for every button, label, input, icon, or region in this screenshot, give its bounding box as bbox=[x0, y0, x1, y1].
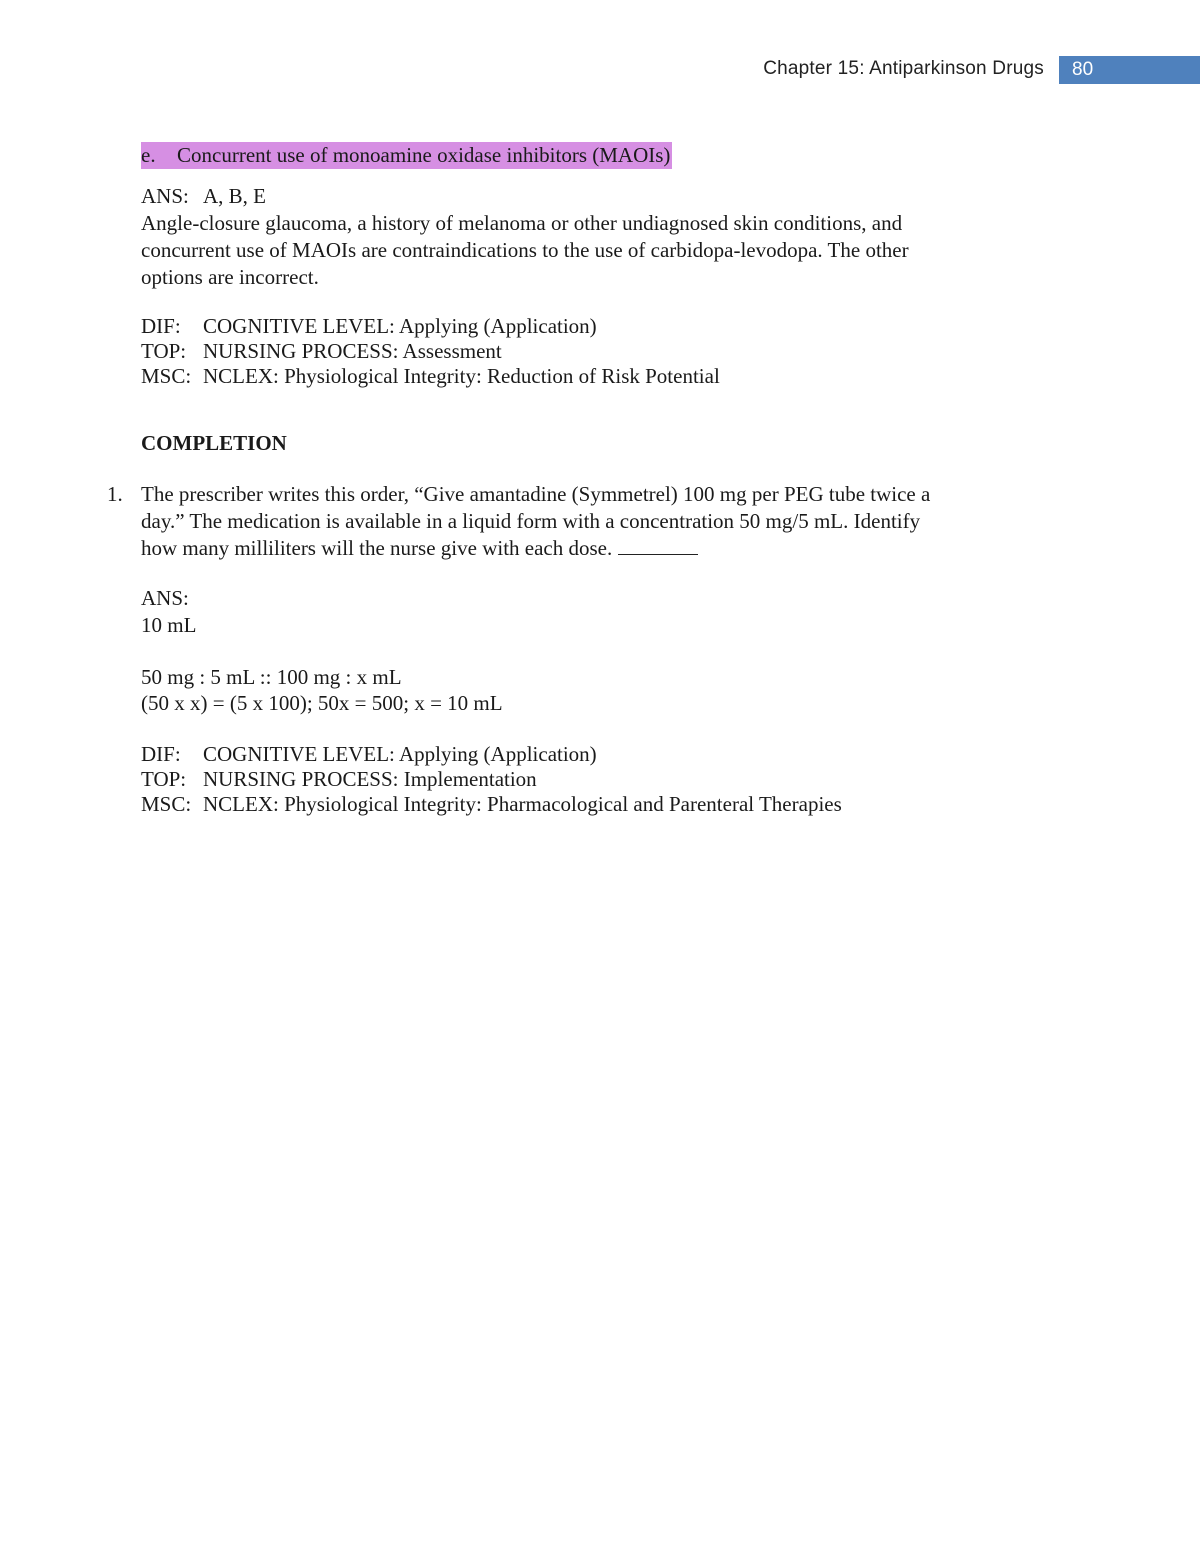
metadata-value: COGNITIVE LEVEL: Applying (Application) bbox=[203, 314, 597, 338]
page-number-badge bbox=[1059, 56, 1200, 84]
metadata-value: NCLEX: Physiological Integrity: Pharmacological and Parenteral Therapies bbox=[203, 792, 842, 816]
option-letter: e. bbox=[141, 143, 156, 167]
metadata-label: TOP: bbox=[141, 767, 187, 791]
answer-blank bbox=[618, 536, 698, 555]
metadata-row bbox=[141, 314, 1041, 339]
calculation-line: 50 mg : 5 mL :: 100 mg : x mL bbox=[141, 665, 402, 689]
metadata-value: NURSING PROCESS: Implementation bbox=[203, 767, 537, 791]
calculation bbox=[141, 664, 1041, 716]
question-line: The prescriber writes this order, “Give amantadine (Symmetrel) 100 mg per PEG tube twice a bbox=[141, 482, 931, 506]
metadata-value: NURSING PROCESS: Assessment bbox=[203, 339, 502, 363]
metadata-label: MSC: bbox=[141, 792, 192, 816]
answer-label: ANS: bbox=[141, 586, 189, 610]
option-text: Concurrent use of monoamine oxidase inhibitors (MAOIs) bbox=[177, 143, 671, 167]
metadata-row bbox=[141, 742, 1041, 767]
page-number: 80 bbox=[1072, 59, 1094, 80]
question-metadata bbox=[141, 742, 1041, 817]
answer-key bbox=[141, 183, 1041, 210]
metadata-row bbox=[141, 339, 1041, 364]
rationale-line: concurrent use of MAOIs are contraindications to the use of carbidopa-levodopa. The other bbox=[141, 238, 909, 262]
answer-label: ANS: bbox=[141, 184, 189, 208]
answer-option-e bbox=[141, 142, 672, 169]
metadata-value: COGNITIVE LEVEL: Applying (Application) bbox=[203, 742, 597, 766]
metadata-label: DIF: bbox=[141, 742, 181, 766]
section-heading: COMPLETION bbox=[141, 431, 287, 455]
answer-value: 10 mL bbox=[141, 613, 197, 637]
calculation-line: (50 x x) = (5 x 100); 50x = 500; x = 10 mL bbox=[141, 691, 503, 715]
answer-key bbox=[141, 585, 1041, 639]
question-line: day.” The medication is available in a liquid form with a concentration 50 mg/5 mL. Identify bbox=[141, 509, 921, 533]
rationale bbox=[141, 210, 1041, 291]
answer-value: A, B, E bbox=[203, 184, 266, 208]
metadata-row bbox=[141, 364, 1041, 389]
rationale-line: Angle-closure glaucoma, a history of melanoma or other undiagnosed skin conditions, and bbox=[141, 211, 903, 235]
page-header bbox=[0, 56, 1200, 84]
question-number: 1. bbox=[107, 482, 123, 506]
metadata-label: MSC: bbox=[141, 364, 192, 388]
metadata-label: TOP: bbox=[141, 339, 187, 363]
question-metadata bbox=[141, 314, 1041, 389]
metadata-value: NCLEX: Physiological Integrity: Reduction of Risk Potential bbox=[203, 364, 720, 388]
metadata-label: DIF: bbox=[141, 314, 181, 338]
metadata-row bbox=[141, 792, 1041, 817]
metadata-row bbox=[141, 767, 1041, 792]
question-line: how many milliliters will the nurse give with each dose. bbox=[141, 536, 613, 560]
chapter-title: Chapter 15: Antiparkinson Drugs bbox=[763, 58, 1044, 79]
question-line-last bbox=[141, 535, 1021, 562]
rationale-line: options are incorrect. bbox=[141, 265, 319, 289]
question-text bbox=[141, 481, 1021, 562]
